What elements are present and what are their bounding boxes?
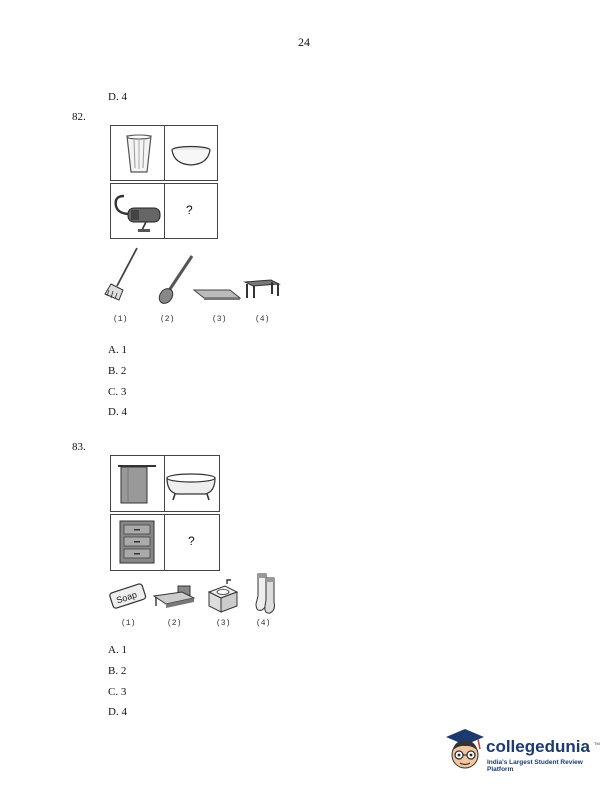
q82-answer-label-1: (1): [113, 315, 128, 324]
logo-wordmark: collegedunia: [486, 737, 590, 756]
q82-answer-label-4: (4): [255, 315, 270, 324]
chest-of-drawers-icon: [118, 519, 158, 565]
q82-option-c[interactable]: C. 3: [108, 386, 127, 398]
q83-answer-label-2: (2): [167, 619, 182, 628]
q82-answer-label-3: (3): [212, 315, 227, 324]
bowl-icon: [170, 146, 212, 168]
q83-option-c[interactable]: C. 3: [108, 686, 127, 698]
page-number: 24: [298, 35, 310, 49]
glass-icon: [124, 134, 154, 174]
question-82-number: 82.: [72, 111, 86, 123]
mat-icon: [192, 286, 242, 302]
question-83-number: 83.: [72, 441, 86, 453]
q83-option-a[interactable]: A. 1: [108, 644, 127, 656]
q83-option-d[interactable]: D. 4: [108, 706, 127, 718]
q82-question-mark: ?: [186, 203, 193, 217]
bathtub-icon: [165, 470, 217, 502]
q82-option-d[interactable]: D. 4: [108, 406, 127, 418]
q83-answer-label-3: (3): [216, 619, 231, 628]
prev-option-d: D. 4: [108, 91, 127, 103]
q83-question-mark: ?: [188, 534, 195, 548]
broom-icon: [103, 246, 143, 304]
logo-tagline: India's Largest Student Review Platform: [487, 759, 583, 773]
vacuum-cleaner-icon: [112, 192, 164, 234]
q82-option-a[interactable]: A. 1: [108, 344, 127, 356]
soap-icon: [108, 583, 148, 611]
table-icon: [243, 278, 281, 300]
mascot-icon: [444, 727, 486, 773]
logo-trademark: TM: [594, 741, 600, 746]
socks-icon: [254, 572, 280, 616]
towel-icon: [116, 461, 158, 507]
q83-answer-label-4: (4): [256, 619, 271, 628]
sink-icon: [205, 578, 241, 614]
q82-answer-label-2: (2): [160, 315, 175, 324]
soap-label: Soap: [115, 589, 139, 606]
collegedunia-logo[interactable]: [444, 727, 604, 775]
q83-option-b[interactable]: B. 2: [108, 665, 127, 677]
bed-icon: [152, 584, 198, 612]
q83-answer-label-1: (1): [121, 619, 136, 628]
q82-option-b[interactable]: B. 2: [108, 365, 127, 377]
